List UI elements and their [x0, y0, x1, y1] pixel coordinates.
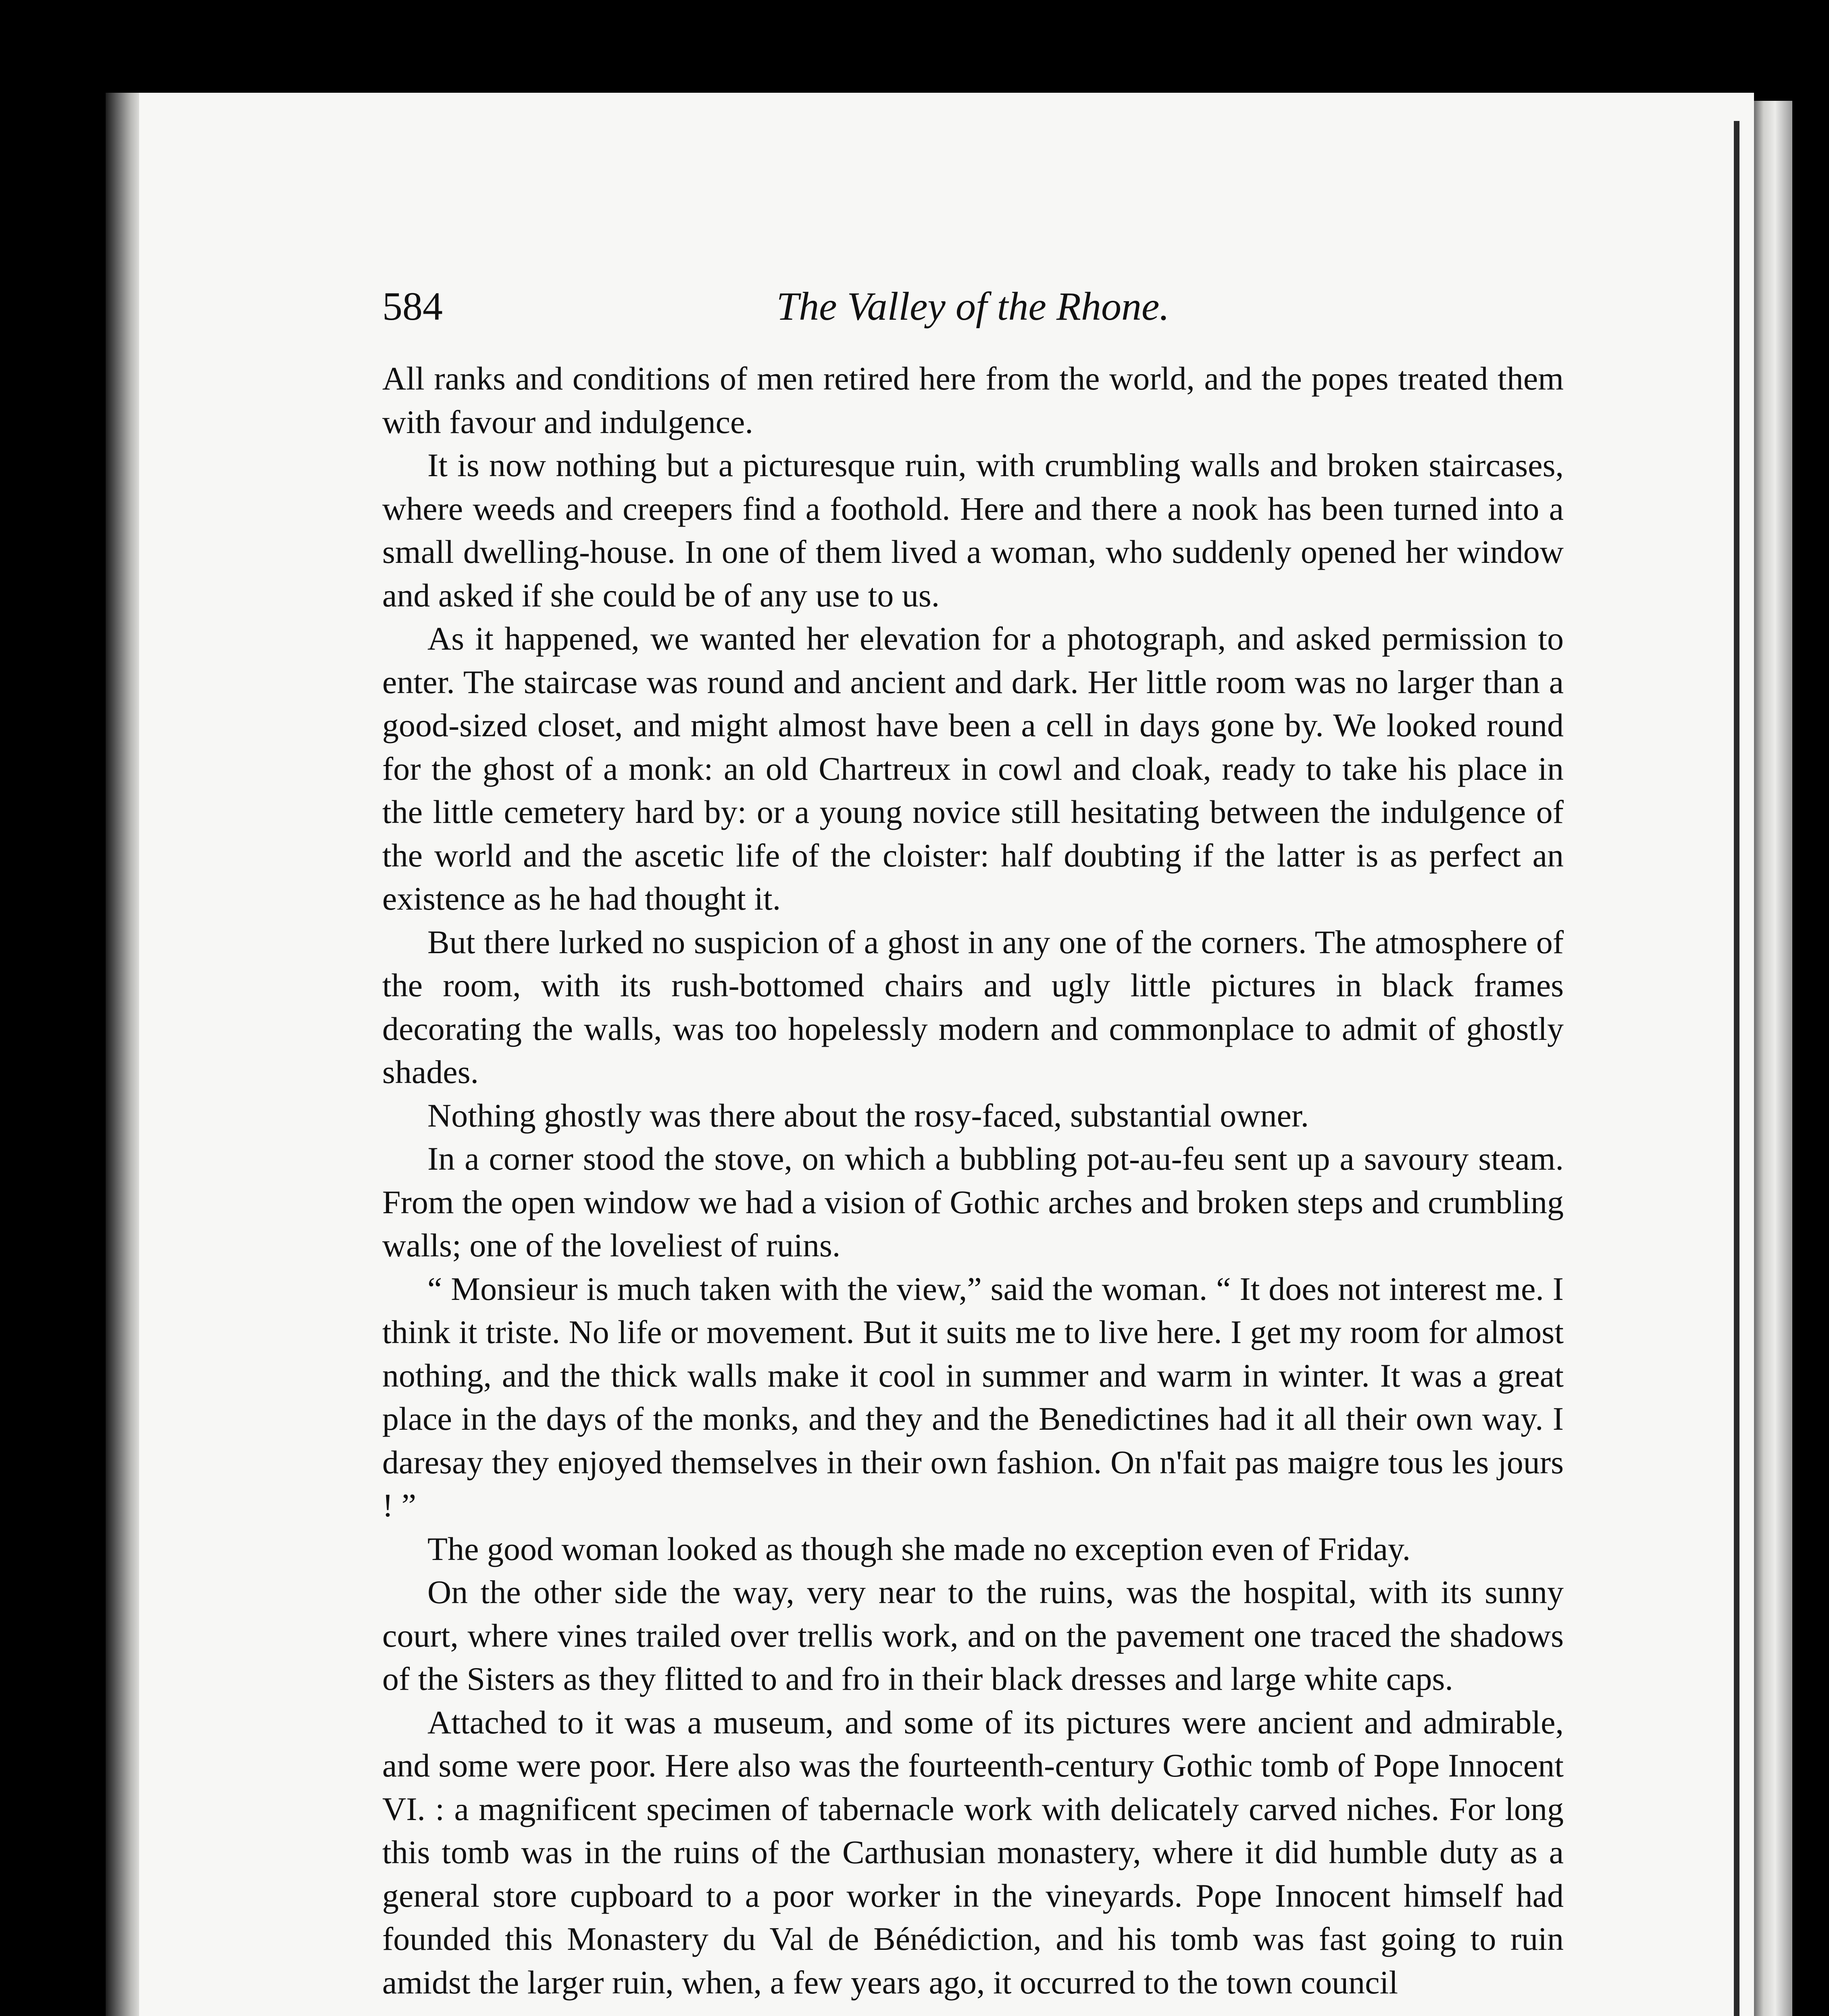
paragraph-3: As it happened, we wanted her elevation for a photograph, and asked permission to enter. The staircase was round and ancient and dark. Her little room was no larger than a good-sized closet, and might almost have been a cell in days gone by. We looked round for the ghost of a monk: an old Chartreux in cowl and cloak, ready to take his place in the little cemetery hard by: or a young novice still hesitating between the indulgence of the world and the ascetic life of the cloister: half doubting if the latter is as perfect an existence as he had thought it. [382, 620, 1564, 917]
paragraph-5: Nothing ghostly was there about the rosy-faced, substantial owner. [427, 1097, 1309, 1134]
page-edge-line [1734, 121, 1739, 2016]
paragraph-1: All ranks and conditions of men retired here from the world, and the popes treated them with favour and indulgence. [382, 360, 1564, 440]
body-text [382, 357, 1564, 2004]
paragraph-6: In a corner stood the stove, on which a bubbling pot-au-feu sent up a savoury steam. From the open window we had a vision of Gothic arches and broken steps and crumbling walls; one of the loveliest of ruins. [382, 1140, 1564, 1264]
paragraph-10: Attached to it was a museum, and some of its pictures were ancient and admirable, and some were poor. Here also was the fourteenth-century Gothic tomb of Pope Innocent VI. : a magnificent specimen of tabernacle work with delicately carved niches. For long this tomb was in the ruins of the Carthusian monastery, where it did humble duty as a general store cupboard to a poor worker in the vineyards. Pope Innocent himself had founded this Monastery du Val de Bénédiction, and his tomb was fast going to ruin amidst the larger ruin, when, a few years ago, it occurred to the town council [382, 1704, 1564, 2001]
paragraph-7: “ Monsieur is much taken with the view,” said the woman. “ It does not interest me. I think it triste. No life or movement. But it suits me to live here. I get my room for almost nothing, and the thick walls make it cool in summer and warm in winter. It was a great place in the days of the monks, and they and the Benedictines had it all their own way. I daresay they enjoyed themselves in their own fashion. On n'fait pas maigre tous les jours ! ” [382, 1270, 1564, 1524]
paragraph-8: The good woman looked as though she made no exception even of Friday. [427, 1530, 1411, 1567]
paragraph-4: But there lurked no suspicion of a ghost in any one of the corners. The atmosphere of the room, with its rush-bottomed chairs and ugly little pictures in black frames decorating the walls, was too hopelessly modern and commonplace to admit of ghostly shades. [382, 923, 1564, 1090]
page-header [382, 278, 1564, 335]
page-number: 584 [382, 284, 443, 329]
running-title: The Valley of the Rhone. [776, 284, 1170, 329]
paragraph-2: It is now nothing but a picturesque ruin, with crumbling walls and broken staircases, where weeds and creepers find a foothold. Here and there a nook has been turned into a small dwelling-house. In one of them lived a woman, who suddenly opened her window and asked if she could be of any use to us. [382, 447, 1564, 614]
facing-page-edge [1754, 101, 1792, 2016]
book-binding-shadow [106, 93, 142, 2016]
paragraph-9: On the other side the way, very near to the ruins, was the hospital, with its sunny court, where vines trailed over trellis work, and on the pavement one traced the shadows of the Sisters as they flitted to and fro in their black dresses and large white caps. [382, 1574, 1564, 1697]
